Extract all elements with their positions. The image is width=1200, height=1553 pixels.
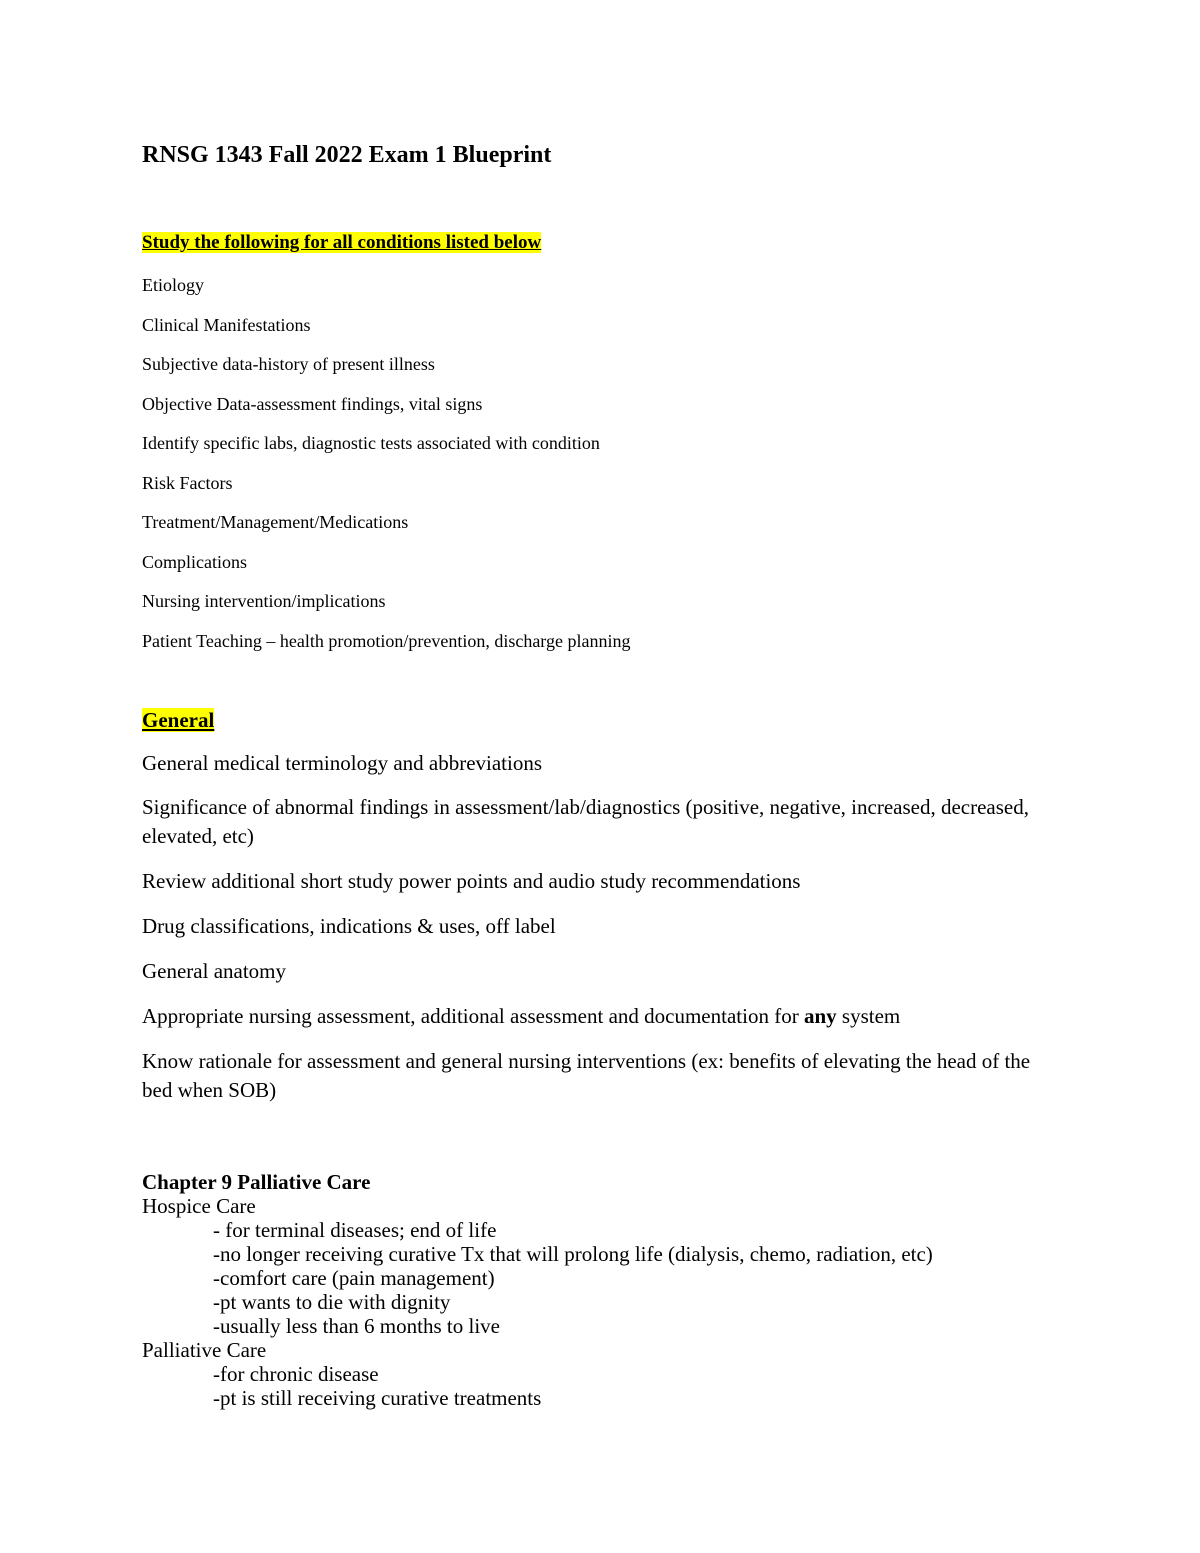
general-item-text: Appropriate nursing assessment, additional assessment and documentation for (142, 1004, 804, 1028)
hospice-label: Hospice Care (142, 1194, 256, 1218)
document-title: RNSG 1343 Fall 2022 Exam 1 Blueprint (142, 142, 552, 168)
general-item: General medical terminology and abbreviations (142, 751, 543, 775)
general-item: Drug classifications, indications & uses, off label (142, 914, 556, 938)
palliative-label: Palliative Care (142, 1338, 267, 1362)
study-heading-text: Study the following for all conditions listed below (142, 232, 542, 253)
study-list (142, 270, 630, 665)
study-item: Nursing intervention/implications (142, 591, 386, 611)
study-item: Etiology (142, 275, 204, 295)
general-heading-text: General (142, 708, 215, 732)
general-item: General anatomy (142, 959, 287, 983)
hospice-item: - for terminal diseases; end of life (213, 1218, 497, 1242)
chapter-title: Chapter 9 Palliative Care (142, 1170, 371, 1194)
general-list (142, 749, 1062, 1121)
general-item: Significance of abnormal findings in assessment/lab/diagnostics (positive, negative, increased, decreased, elevated, etc) (142, 795, 1029, 848)
general-heading (142, 703, 214, 749)
general-item-emphasis: any (803, 1004, 837, 1028)
study-item: Complications (142, 551, 247, 572)
study-item: Treatment/Management/Medications (142, 512, 409, 532)
study-item: Subjective data-history of present illness (142, 354, 435, 374)
study-item: Patient Teaching – health promotion/prevention, discharge planning (142, 630, 631, 651)
hospice-item: -pt wants to die with dignity (213, 1290, 451, 1314)
hospice-item: -no longer receiving curative Tx that will prolong life (dialysis, chemo, radiation, etc) (213, 1242, 933, 1266)
palliative-item: -for chronic disease (213, 1362, 379, 1386)
chapter-section (142, 1170, 1092, 1410)
hospice-item: -usually less than 6 months to live (213, 1314, 500, 1338)
study-item: Identify specific labs, diagnostic tests associated with condition (142, 433, 600, 453)
study-item: Objective Data-assessment findings, vital signs (142, 393, 483, 414)
general-item-text: system (836, 1004, 901, 1028)
general-item: Know rationale for assessment and general nursing interventions (ex: benefits of elevating the head of the bed when SOB) (142, 1049, 1031, 1102)
palliative-item: -pt is still receiving curative treatments (213, 1386, 542, 1410)
study-heading (142, 228, 543, 272)
general-item: Review additional short study power points and audio study recommendations (142, 869, 801, 893)
hospice-item: -comfort care (pain management) (213, 1266, 495, 1290)
general-item (142, 1002, 1062, 1031)
study-item: Risk Factors (142, 472, 233, 493)
study-item: Clinical Manifestations (142, 314, 311, 335)
